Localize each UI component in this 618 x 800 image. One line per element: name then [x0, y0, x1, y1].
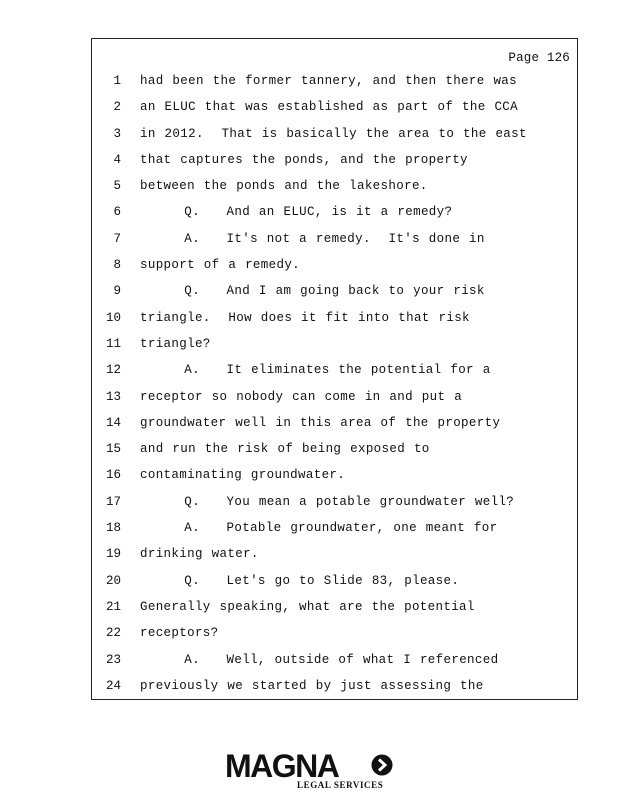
transcript-line: [92, 673, 577, 699]
line-text: support of a remedy.: [140, 258, 301, 273]
logo-wordmark: MAGNA: [225, 748, 339, 784]
line-number: 12: [105, 363, 121, 378]
transcript-line: [92, 278, 577, 304]
line-text: Q. And I am going back to your risk: [140, 284, 485, 299]
line-number: 17: [105, 494, 121, 509]
line-number: 9: [113, 284, 121, 299]
transcript-line: [92, 410, 577, 436]
line-text: triangle. How does it fit into that risk: [140, 310, 470, 325]
transcript-line: [92, 173, 577, 199]
line-text: and run the risk of being exposed to: [140, 442, 430, 457]
line-number: 14: [105, 415, 121, 430]
line-number: 7: [113, 231, 121, 246]
line-text: drinking water.: [140, 547, 259, 562]
line-text: A. It eliminates the potential for a: [140, 363, 491, 378]
magna-logo: [225, 748, 395, 792]
transcript-line: [92, 226, 577, 252]
line-text: groundwater well in this area of the property: [140, 415, 501, 430]
line-text: Generally speaking, what are the potential: [140, 599, 475, 614]
transcript-line: [92, 568, 577, 594]
line-text: Q. And an ELUC, is it a remedy?: [140, 205, 453, 220]
transcript-line: [92, 68, 577, 94]
line-number: 3: [113, 126, 121, 141]
line-number: 15: [105, 442, 121, 457]
transcript-line: [92, 647, 577, 673]
line-text: between the ponds and the lakeshore.: [140, 179, 428, 194]
line-text: receptor so nobody can come in and put a: [140, 389, 463, 404]
transcript-line: [92, 620, 577, 646]
line-number: 10: [105, 310, 121, 325]
line-number: 5: [113, 179, 121, 194]
line-number: 4: [113, 152, 121, 167]
line-text: A. Potable groundwater, one meant for: [140, 521, 498, 536]
line-text: an ELUC that was established as part of the CCA: [140, 100, 519, 115]
transcript-line: [92, 305, 577, 331]
transcript-line: [92, 199, 577, 225]
line-number: 21: [105, 599, 121, 614]
line-number: 19: [105, 547, 121, 562]
line-number: 11: [105, 336, 121, 351]
transcript-line: [92, 147, 577, 173]
line-number: 22: [105, 626, 121, 641]
transcript-line: [92, 252, 577, 278]
line-text: Q. Let's go to Slide 83, please.: [140, 573, 460, 588]
line-text: receptors?: [140, 626, 219, 641]
line-text: A. Well, outside of what I referenced: [140, 652, 499, 667]
line-text: Q. You mean a potable groundwater well?: [140, 494, 515, 509]
line-text: A. It's not a remedy. It's done in: [140, 231, 485, 246]
transcript-line: [92, 331, 577, 357]
line-number: 24: [105, 678, 121, 693]
transcript-line: [92, 357, 577, 383]
line-text: in 2012. That is basically the area to the east: [140, 126, 527, 141]
line-text: had been the former tannery, and then there was: [140, 74, 518, 88]
page-number: Page 126: [508, 51, 570, 65]
transcript-line: [92, 541, 577, 567]
chevron-right-circle-icon: [371, 754, 393, 776]
transcript-line: [92, 489, 577, 515]
transcript-line: [92, 121, 577, 147]
line-text: contaminating groundwater.: [140, 468, 346, 483]
transcript-page: [91, 38, 578, 700]
line-number: 18: [105, 521, 121, 536]
transcript-line: [92, 515, 577, 541]
line-number: 16: [105, 468, 121, 483]
line-text: triangle?: [140, 336, 211, 351]
transcript-line: [92, 462, 577, 488]
transcript-line: [92, 384, 577, 410]
line-number: 23: [105, 652, 121, 667]
line-text: that captures the ponds, and the property: [140, 152, 468, 167]
transcript-line: [92, 94, 577, 120]
line-number: 6: [113, 205, 121, 220]
line-number: 8: [113, 258, 121, 273]
transcript-line: [92, 436, 577, 462]
line-number: 1: [113, 74, 121, 88]
line-number: 2: [113, 100, 121, 115]
transcript-lines: [92, 68, 577, 699]
line-number: 13: [105, 389, 121, 404]
transcript-line: [92, 594, 577, 620]
line-text: previously we started by just assessing the: [140, 678, 484, 693]
logo-subtitle: LEGAL SERVICES: [297, 780, 384, 790]
line-number: 20: [105, 573, 121, 588]
